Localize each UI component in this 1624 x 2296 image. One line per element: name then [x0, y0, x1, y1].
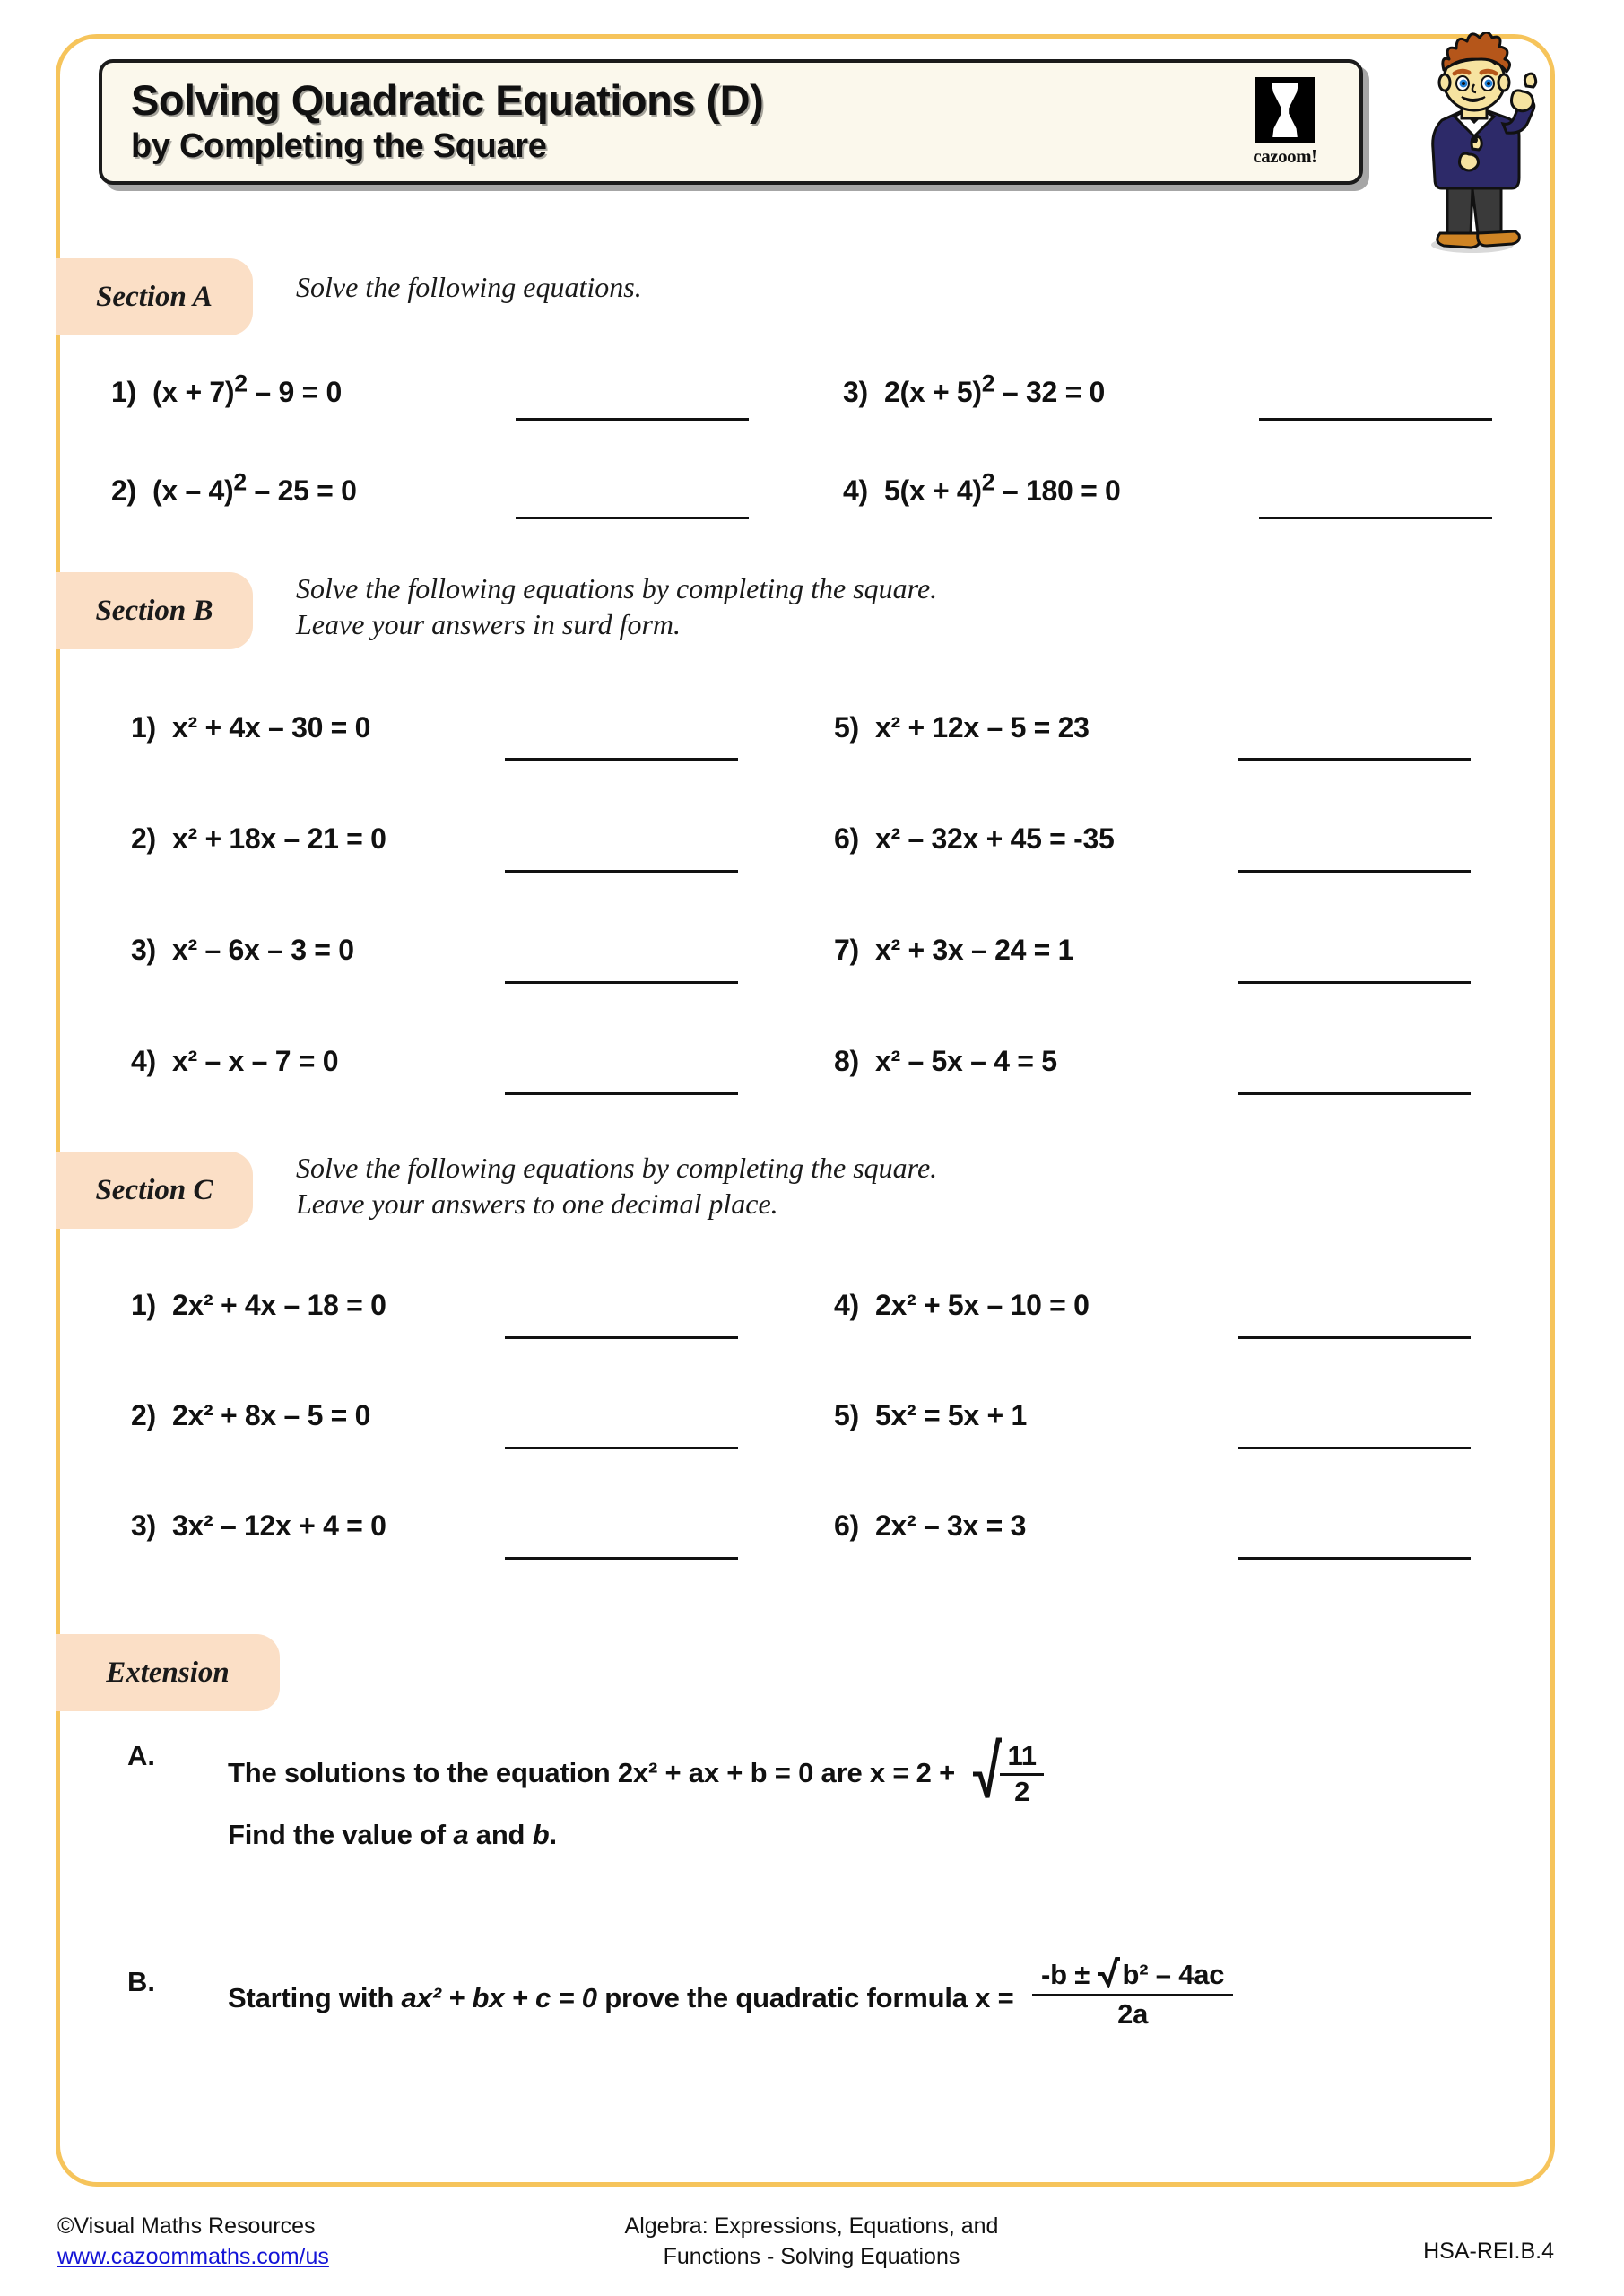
footer-topic-line1: Algebra: Expressions, Equations, and: [624, 2213, 999, 2239]
section-badge-c: [56, 1152, 253, 1229]
extension-a-radicand-numerator: 11: [1000, 1742, 1043, 1776]
footer-copyright: ©Visual Maths Resources: [57, 2213, 316, 2239]
question-c4: [834, 1289, 1090, 1322]
question-a2-equation: (x – 4)$^2$ – 25 = 0: [152, 468, 357, 507]
page-frame: [56, 34, 1555, 2187]
logo-wordmark: cazoom!: [1253, 145, 1317, 167]
question-c4-equation: 2x² + 5x – 10 = 0: [875, 1289, 1090, 1321]
question-c1: [131, 1289, 386, 1322]
answer-line-c2[interactable]: [505, 1447, 738, 1449]
section-badge-extension: [56, 1634, 280, 1711]
question-b1-number: 1): [131, 711, 156, 744]
question-b1: [131, 711, 370, 744]
question-a3: [843, 370, 1105, 409]
question-a4-number: 4): [843, 474, 868, 507]
extension-b-text: Starting with ax² + bx + c = 0 prove the quadratic formula x = -b ± b² – 4ac 2a: [228, 1966, 1233, 2034]
mascot-illustration: [1395, 32, 1557, 257]
answer-line-b8[interactable]: [1238, 1092, 1471, 1095]
section-a-instruction: [296, 269, 642, 305]
page-title: Solving Quadratic Equations (D): [131, 76, 764, 124]
question-b2: [131, 822, 386, 856]
section-b-instruction: [296, 570, 937, 642]
answer-line-b4[interactable]: [505, 1092, 738, 1095]
question-a3-number: 3): [843, 375, 868, 408]
question-b8-equation: x² – 5x – 4 = 5: [875, 1045, 1057, 1077]
section-c-instruction-line1: Solve the following equations by completing the square.: [296, 1152, 938, 1184]
question-c4-number: 4): [834, 1289, 859, 1321]
answer-line-c4[interactable]: [1238, 1336, 1471, 1339]
section-c-instruction-line2: Leave your answers to one decimal place.: [296, 1187, 778, 1220]
question-c5-equation: 5x² = 5x + 1: [875, 1399, 1027, 1431]
question-b5: [834, 711, 1090, 744]
question-b1-equation: x² + 4x – 30 = 0: [172, 711, 371, 744]
question-b5-number: 5): [834, 711, 859, 744]
quadratic-formula-numerator: -b ± b² – 4ac: [1032, 1961, 1233, 1996]
question-b6: [834, 822, 1115, 856]
question-b7-equation: x² + 3x – 24 = 1: [875, 934, 1074, 966]
question-c2-number: 2): [131, 1399, 156, 1431]
question-b3-number: 3): [131, 934, 156, 966]
footer-topic: [619, 2212, 1004, 2273]
question-b2-number: 2): [131, 822, 156, 855]
footer-standard-code: HSA-REI.B.4: [1423, 2239, 1554, 2264]
square-root-icon: [971, 1736, 1043, 1806]
question-c6: [834, 1509, 1026, 1543]
worksheet-title-box: [99, 59, 1363, 185]
answer-line-a4[interactable]: [1259, 517, 1492, 519]
question-c6-number: 6): [834, 1509, 859, 1542]
footer-left: [57, 2212, 329, 2273]
answer-line-c3[interactable]: [505, 1557, 738, 1560]
question-a4-equation: $5(x + 4)^2 - 180 = 0$: [884, 468, 1121, 507]
answer-line-c1[interactable]: [505, 1336, 738, 1339]
question-b3-equation: x² – 6x – 3 = 0: [172, 934, 354, 966]
question-a2-number: 2): [111, 474, 136, 507]
question-b4-equation: x² – x – 7 = 0: [172, 1045, 339, 1077]
section-badge-a: [56, 258, 253, 335]
answer-line-b1[interactable]: [505, 758, 738, 761]
question-c1-number: 1): [131, 1289, 156, 1321]
hourglass-icon: [1255, 77, 1315, 144]
section-badge-extension-label: Extension: [106, 1656, 230, 1689]
question-b6-equation: x² – 32x + 45 = -35: [875, 822, 1115, 855]
answer-line-c5[interactable]: [1238, 1447, 1471, 1449]
question-b5-equation: x² + 12x – 5 = 23: [875, 711, 1090, 744]
section-badge-c-label: Section C: [95, 1173, 213, 1206]
extension-a-radicand-denominator: 2: [1014, 1775, 1030, 1807]
extension-a-line1-text: The solutions to the equation 2x² + ax + b = 0 are x = 2 +: [228, 1757, 956, 1789]
section-badge-a-label: Section A: [96, 280, 213, 313]
question-c5-number: 5): [834, 1399, 859, 1431]
question-c3: [131, 1509, 386, 1543]
extension-a-line1: [228, 1740, 1044, 1810]
footer-website-link[interactable]: www.cazoommaths.com/us: [57, 2243, 329, 2269]
answer-line-a2[interactable]: [516, 517, 749, 519]
answer-line-b6[interactable]: [1238, 870, 1471, 873]
answer-line-a3[interactable]: [1259, 418, 1492, 421]
answer-line-b3[interactable]: [505, 981, 738, 984]
question-a1-number: 1): [111, 375, 136, 408]
question-c5: [834, 1399, 1027, 1432]
question-b8-number: 8): [834, 1045, 859, 1077]
question-a4: [843, 468, 1121, 508]
answer-line-b2[interactable]: [505, 870, 738, 873]
section-c-instruction: [296, 1150, 937, 1222]
question-c2: [131, 1399, 370, 1432]
question-b2-equation: x² + 18x – 21 = 0: [172, 822, 386, 855]
question-b7-number: 7): [834, 934, 859, 966]
section-b-instruction-line1: Solve the following equations by completing the square.: [296, 572, 938, 604]
question-c1-equation: 2x² + 4x – 18 = 0: [172, 1289, 386, 1321]
question-b3: [131, 934, 354, 967]
question-b7: [834, 934, 1073, 967]
section-b-instruction-line2: Leave your answers in surd form.: [296, 608, 682, 640]
question-c2-equation: 2x² + 8x – 5 = 0: [172, 1399, 371, 1431]
question-b6-number: 6): [834, 822, 859, 855]
question-c3-equation: 3x² – 12x + 4 = 0: [172, 1509, 386, 1542]
answer-line-a1[interactable]: [516, 418, 749, 421]
section-badge-b: [56, 572, 253, 649]
section-badge-b-label: Section B: [95, 594, 213, 627]
question-a1-equation: $(x + 7)^2 - 9 = 0$: [152, 370, 343, 408]
question-a3-equation: $2(x + 5)^2 - 32 = 0$: [884, 370, 1106, 408]
answer-line-b5[interactable]: [1238, 758, 1471, 761]
footer-topic-line2: Functions - Solving Equations: [663, 2243, 960, 2269]
question-b4: [131, 1045, 338, 1078]
extension-a-label: A.: [127, 1740, 155, 1771]
page-subtitle: by Completing the Square: [131, 127, 547, 165]
question-b8: [834, 1045, 1057, 1078]
cazoom-logo: [1236, 77, 1334, 174]
question-c3-number: 3): [131, 1509, 156, 1542]
quadratic-formula-denominator: 2a: [1117, 1997, 1149, 2030]
extension-a-line2: Find the value of a and b.: [228, 1819, 557, 1850]
question-a2: [111, 468, 357, 508]
answer-line-c6[interactable]: [1238, 1557, 1471, 1560]
question-c6-equation: 2x² – 3x = 3: [875, 1509, 1027, 1542]
answer-line-b7[interactable]: [1238, 981, 1471, 984]
question-b4-number: 4): [131, 1045, 156, 1077]
extension-b-label: B.: [127, 1966, 155, 1997]
section-a-instruction-line1: Solve the following equations.: [296, 271, 642, 303]
question-a1: [111, 370, 342, 409]
